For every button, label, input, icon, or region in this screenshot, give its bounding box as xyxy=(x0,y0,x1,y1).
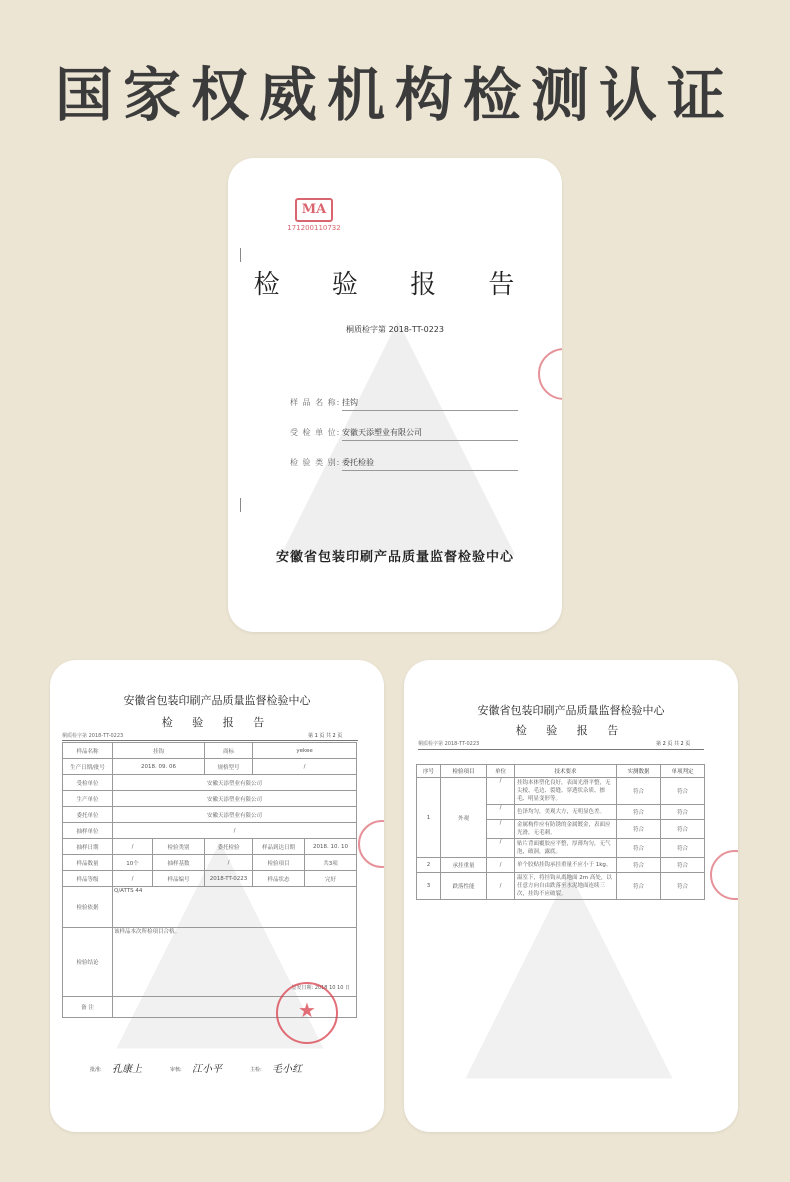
table-row xyxy=(63,855,357,871)
check-label: 主检: xyxy=(250,1067,262,1073)
table-cell: 3 xyxy=(417,873,441,900)
field-label: 样 品 名 称: xyxy=(290,398,341,407)
table-cell: 金属构件应有防锈的金属镀金，表面应光滑，无毛刺。 xyxy=(515,820,617,839)
table-cell: 符合 xyxy=(661,873,705,900)
table-row xyxy=(63,791,357,807)
review-label: 审核: xyxy=(170,1067,182,1073)
table-cell: 贴片背面覆胶应平整，厚薄均匀，无气泡，破洞，露底。 xyxy=(515,839,617,858)
table-cell: 2018-TT-0223 xyxy=(205,871,253,887)
table-cell: / xyxy=(487,778,515,805)
table-cell: 检验类别 xyxy=(153,839,205,855)
table-row xyxy=(63,823,357,839)
table-cell: 样品编号 xyxy=(153,871,205,887)
table-cell: Q/ATTS 44 xyxy=(113,887,357,928)
table-cell: 挂钩本体塑化良好，表面光滑平整，无尖棱、毛边、裂缝、穿透状杂质、擦毛、明显变形等。 xyxy=(515,778,617,805)
table-cell: 安徽天添塑业有限公司 xyxy=(113,775,357,791)
field-label: 检 验 类 别: xyxy=(290,458,341,467)
table-cell: 委托检验 xyxy=(205,839,253,855)
table-cell: 单个胶贴挂钩承挂重量不应小于 1kg。 xyxy=(515,858,617,873)
check-signature: 毛小红 xyxy=(272,1064,302,1075)
column-header: 检验项目 xyxy=(441,765,487,778)
table-row xyxy=(63,743,357,759)
table-cell: 生产单位 xyxy=(63,791,113,807)
table-cell: 2018. 09. 06 xyxy=(113,759,205,775)
table-cell: 符合 xyxy=(661,858,705,873)
cover-report-card xyxy=(228,158,562,632)
official-stamp xyxy=(276,982,338,1044)
approve-signature: 孔康上 xyxy=(112,1064,142,1075)
report-page2-card xyxy=(404,660,738,1132)
page-headline: 国家权威机构检测认证 xyxy=(54,61,735,129)
field-label: 受 检 单 位: xyxy=(290,428,341,437)
table-row xyxy=(63,871,357,887)
table-row xyxy=(417,873,705,900)
cma-mark: MA xyxy=(295,198,333,222)
table-row xyxy=(417,858,705,873)
official-stamp xyxy=(358,820,384,868)
header-rule xyxy=(418,749,704,750)
table-cell: 抽样日期 xyxy=(63,839,113,855)
table-cell: / xyxy=(487,873,515,900)
table-cell: 受检单位 xyxy=(63,775,113,791)
table-row xyxy=(63,759,357,775)
issue-date-label: 签发日期: xyxy=(291,985,314,991)
issue-date-suffix: 日 xyxy=(345,985,351,991)
table-cell: 规格型号 xyxy=(205,759,253,775)
table-cell: 符合 xyxy=(661,839,705,858)
cover-organization: 安徽省包装印刷产品质量监督检验中心 xyxy=(275,550,514,565)
table-cell: 安徽天添塑业有限公司 xyxy=(113,807,357,823)
binding-mark xyxy=(240,498,241,512)
table-cell: 样品等级 xyxy=(63,871,113,887)
report-page1-card xyxy=(50,660,384,1132)
field-inspected-unit xyxy=(290,424,518,440)
table-cell: 符合 xyxy=(661,805,705,820)
cma-number: 171200110732 xyxy=(287,224,341,232)
table-cell: 样品名称 xyxy=(63,743,113,759)
table-cell: 生产日期/批号 xyxy=(63,759,113,775)
table-cell: 样品到达日期 xyxy=(253,839,305,855)
table-row xyxy=(63,839,357,855)
page-number: 第 2 页 共 2 页 xyxy=(656,741,691,747)
report-number: 桐质检字第 2018-TT-0223 xyxy=(62,733,124,739)
table-cell: / xyxy=(487,805,515,820)
page-title: 检 验 报 告 xyxy=(161,716,273,729)
review-signature: 江小平 xyxy=(192,1064,222,1075)
table-cell: 商标 xyxy=(205,743,253,759)
official-stamp xyxy=(538,348,562,400)
column-header: 实测数据 xyxy=(617,765,661,778)
table-cell: 抽样单位 xyxy=(63,823,113,839)
table-cell: 符合 xyxy=(617,820,661,839)
table-cell: / xyxy=(253,759,357,775)
cma-logo xyxy=(284,198,344,232)
star-icon: ★ xyxy=(298,998,316,1022)
table-cell: 1 xyxy=(417,778,441,858)
table-cell: 跌落性能 xyxy=(441,873,487,900)
table-cell: / xyxy=(487,839,515,858)
table-row xyxy=(417,778,705,805)
table-cell: 委托单位 xyxy=(63,807,113,823)
table-cell: 安徽天添塑业有限公司 xyxy=(113,791,357,807)
table-cell: yekee xyxy=(253,743,357,759)
column-header: 单位 xyxy=(487,765,515,778)
binding-mark xyxy=(240,248,241,262)
table-cell: 符合 xyxy=(617,778,661,805)
table-cell: 检验结论 xyxy=(63,928,113,997)
table-cell: 10个 xyxy=(113,855,153,871)
info-table xyxy=(62,742,357,1022)
header-rule xyxy=(62,740,358,741)
report-number: 桐质检字第 2018-TT-0223 xyxy=(346,325,444,334)
page-organization: 安徽省包装印刷产品质量监督检验中心 xyxy=(477,704,665,717)
field-value: 安徽天添塑业有限公司 xyxy=(342,427,518,441)
table-cell: 色泽均匀，美观大方，无明显色差。 xyxy=(515,805,617,820)
table-cell: / xyxy=(113,871,153,887)
table-cell: / xyxy=(205,855,253,871)
table-cell: 挂钩 xyxy=(113,743,205,759)
table-cell: 符合 xyxy=(617,805,661,820)
table-cell: 符合 xyxy=(617,858,661,873)
table-row xyxy=(63,887,357,928)
table-cell: / xyxy=(113,839,153,855)
table-header-row xyxy=(417,765,705,778)
table-cell: / xyxy=(487,820,515,839)
table-row xyxy=(63,775,357,791)
table-cell: 样品状态 xyxy=(253,871,305,887)
table-cell: 符合 xyxy=(617,873,661,900)
table-cell: 检验依据 xyxy=(63,887,113,928)
table-cell: 温室下，将挂钩从离地面 2m 高处，以任意方向自由跌落至水泥地面连续三次，挂钩不应破裂。 xyxy=(515,873,617,900)
table-cell: / xyxy=(113,823,357,839)
results-table xyxy=(416,764,705,900)
table-cell: 2018. 10. 10 xyxy=(305,839,357,855)
table-cell: 承挂重量 xyxy=(441,858,487,873)
page-organization: 安徽省包装印刷产品质量监督检验中心 xyxy=(123,694,311,707)
official-stamp xyxy=(710,850,738,900)
table-cell: 外观 xyxy=(441,778,487,858)
table-cell: 2 xyxy=(417,858,441,873)
table-cell: 检验项目 xyxy=(253,855,305,871)
field-sample-name xyxy=(290,394,518,410)
table-cell: / xyxy=(487,858,515,873)
field-value: 挂钩 xyxy=(342,397,518,411)
table-cell: 符合 xyxy=(661,820,705,839)
table-cell: 符合 xyxy=(617,839,661,858)
field-inspection-type xyxy=(290,454,518,470)
column-header: 单项判定 xyxy=(661,765,705,778)
field-value: 委托检验 xyxy=(342,457,518,471)
page-title: 检 验 报 告 xyxy=(515,724,627,737)
table-cell: 符合 xyxy=(661,778,705,805)
report-number: 桐质检字第 2018-TT-0223 xyxy=(418,741,480,747)
table-cell: 完好 xyxy=(305,871,357,887)
table-cell: 共3项 xyxy=(305,855,357,871)
approve-label: 批准: xyxy=(90,1067,102,1073)
issue-date-value: 2018 10 10 xyxy=(314,985,344,991)
cover-title: 检 验 报 告 xyxy=(253,270,537,300)
table-cell: 样品数量 xyxy=(63,855,113,871)
table-cell: 抽样基数 xyxy=(153,855,205,871)
column-header: 技术要求 xyxy=(515,765,617,778)
table-cell: 备 注 xyxy=(63,997,113,1018)
page-number: 第 1 页 共 2 页 xyxy=(308,733,343,739)
table-row xyxy=(63,807,357,823)
column-header: 序号 xyxy=(417,765,441,778)
conclusion-text: 该样品本次所检项目合格。 xyxy=(114,929,181,935)
